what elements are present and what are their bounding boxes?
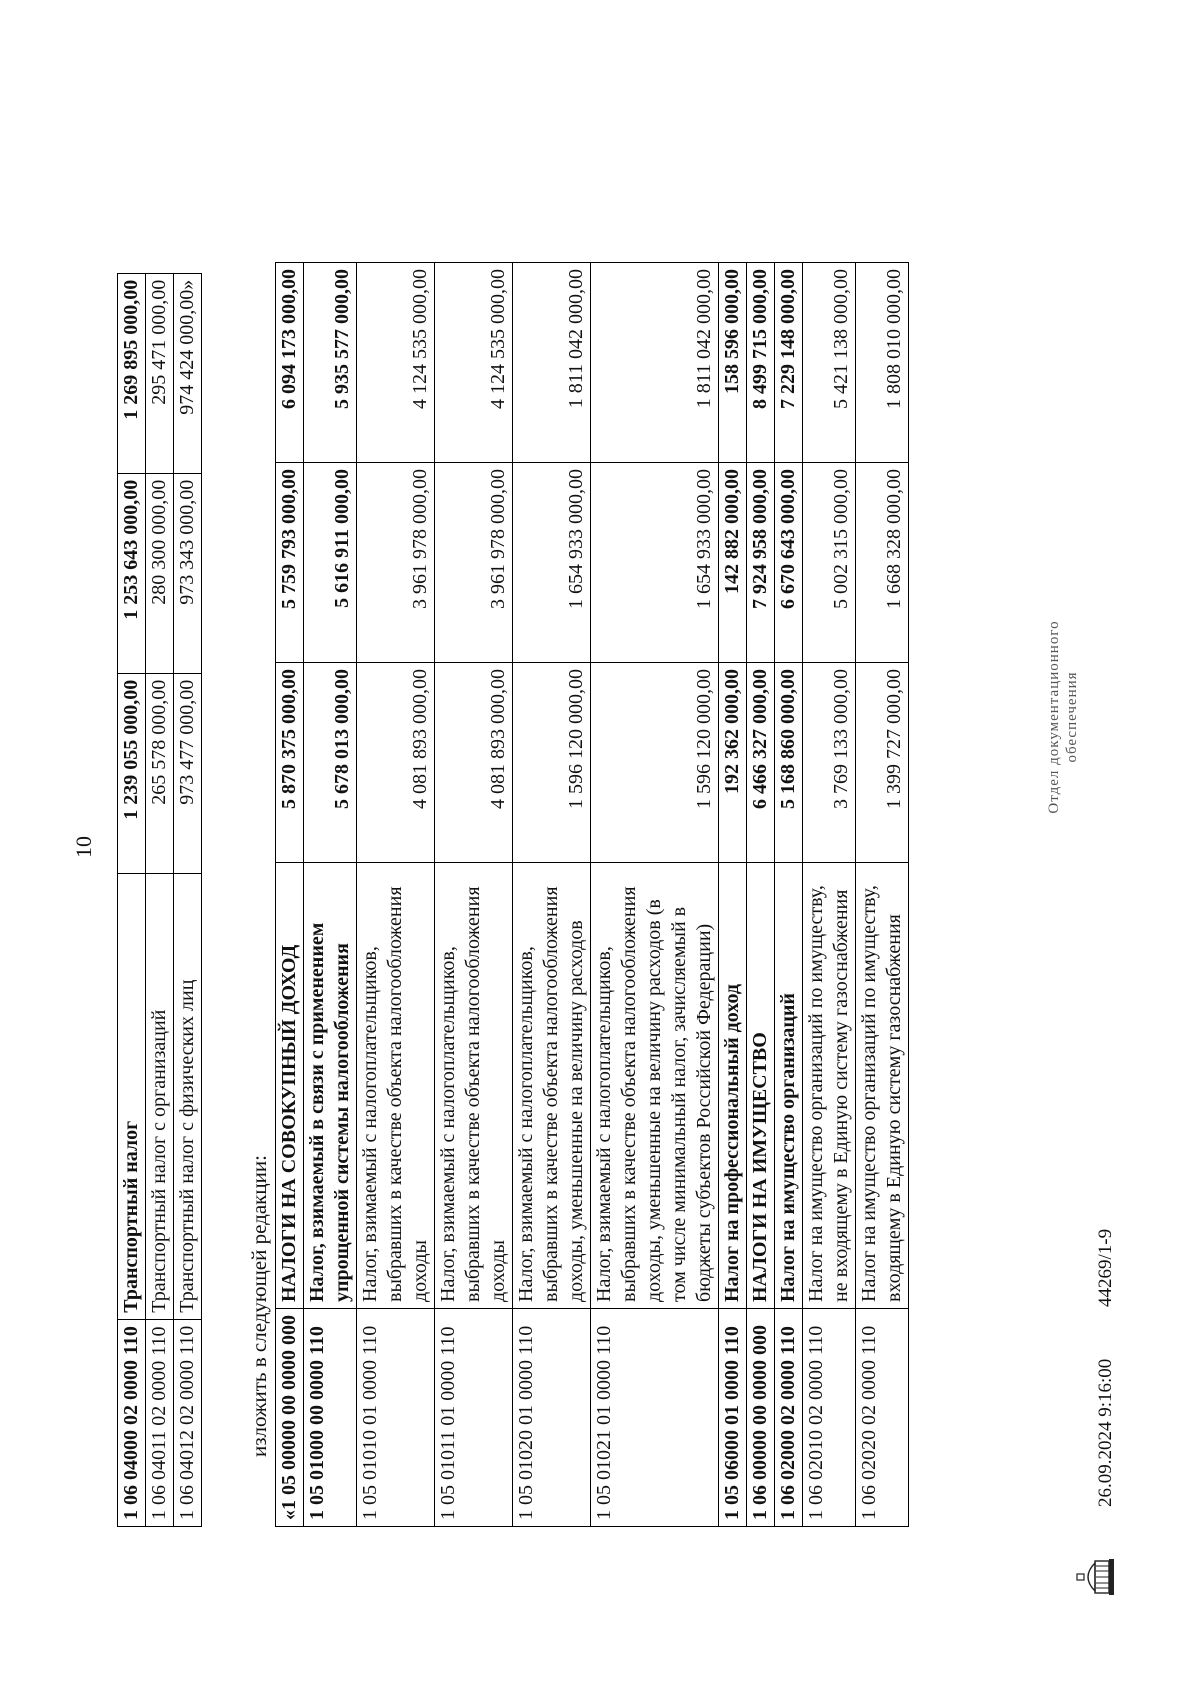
value-2026-cell: 6 094 173 000,00 (276, 263, 304, 463)
value-2024-cell: 192 362 000,00 (719, 663, 747, 863)
value-2024-cell: 5 168 860 000,00 (775, 663, 803, 863)
value-2025-cell: 1 668 328 000,00 (856, 463, 909, 663)
name-cell: Налог, взимаемый с налогоплательщиков, выбравших в качестве объекта налогообложения доходы, уменьшенные на величину расходов (513, 863, 591, 1309)
value-2026-cell: 7 229 148 000,00 (775, 263, 803, 463)
name-cell: Транспортный налог с физических лиц (174, 873, 202, 1319)
name-cell: Налог на имущество организаций по имуществу, не входящему в Единую систему газоснабжения (803, 863, 856, 1309)
table-row (435, 263, 513, 1527)
value-2026-cell: 5 935 577 000,00 (304, 263, 357, 463)
code-cell: 1 06 02010 02 0000 110 (803, 1309, 856, 1527)
code-cell: 1 06 02020 02 0000 110 (856, 1309, 909, 1527)
table-row (118, 273, 146, 1526)
value-2024-cell: 1 239 055 000,00 (118, 673, 146, 873)
table-row (803, 263, 856, 1527)
stamp-line-2: обеспечения (1064, 671, 1080, 763)
code-cell: 1 06 00000 00 0000 000 (747, 1309, 775, 1527)
name-cell: Транспортный налог (118, 873, 146, 1319)
table-row (276, 263, 304, 1527)
name-cell: Налог, взимаемый с налогоплательщиков, выбравших в качестве объекта налогообложения доходы (357, 863, 435, 1309)
table-row (719, 263, 747, 1527)
rotated-page (65, 57, 1135, 1637)
value-2024-cell: 1 399 727 000,00 (856, 663, 909, 863)
value-2025-cell: 6 670 643 000,00 (775, 463, 803, 663)
value-2025-cell: 3 961 978 000,00 (435, 463, 513, 663)
code-cell: 1 05 01021 01 0000 110 (591, 1309, 719, 1527)
value-2024-cell: 3 769 133 000,00 (803, 663, 856, 863)
revenue-table-top (117, 273, 202, 1527)
code-cell: 1 06 04011 02 0000 110 (146, 1319, 174, 1526)
table-row (747, 263, 775, 1527)
name-cell: Налог, взимаемый в связи с применением упрощенной системы налогообложения (304, 863, 357, 1309)
name-cell: Налог, взимаемый с налогоплательщиков, выбравших в качестве объекта налогообложения доходы, уменьшенные на величину расходов (в том числе минимальный налог, зачисляемый в бюджеты субъектов Российской Федерации) (591, 863, 719, 1309)
table-row (591, 263, 719, 1527)
footer-date: 26.09.2024 9:16:00 (1095, 1358, 1116, 1507)
value-2024-cell: 1 596 120 000,00 (591, 663, 719, 863)
value-2026-cell: 1 269 895 000,00 (118, 273, 146, 473)
value-2026-cell: 4 124 535 000,00 (435, 263, 513, 463)
value-2026-cell: 1 811 042 000,00 (513, 263, 591, 463)
table-row (513, 263, 591, 1527)
code-cell: «1 05 00000 00 0000 000 (276, 1309, 304, 1527)
page-number: 10 (71, 836, 96, 858)
duma-emblem-icon (1075, 1557, 1119, 1597)
name-cell: Налог, взимаемый с налогоплательщиков, выбравших в качестве объекта налогообложения доходы (435, 863, 513, 1309)
value-2025-cell: 5 616 911 000,00 (304, 463, 357, 663)
value-2025-cell: 973 343 000,00 (174, 473, 202, 673)
table-row (775, 263, 803, 1527)
value-2024-cell: 5 870 375 000,00 (276, 663, 304, 863)
table-row (357, 263, 435, 1527)
value-2025-cell: 280 300 000,00 (146, 473, 174, 673)
stamp-line-1: Отдел документационного (1046, 620, 1062, 814)
value-2026-cell: 974 424 000,00» (174, 273, 202, 473)
table-row (304, 263, 357, 1527)
code-cell: 1 06 02000 02 0000 110 (775, 1309, 803, 1527)
code-cell: 1 06 04012 02 0000 110 (174, 1319, 202, 1526)
value-2025-cell: 7 924 958 000,00 (747, 463, 775, 663)
value-2024-cell: 1 596 120 000,00 (513, 663, 591, 863)
table-row (856, 263, 909, 1527)
name-cell: Налог на профессиональный доход (719, 863, 747, 1309)
value-2026-cell: 4 124 535 000,00 (357, 263, 435, 463)
table-row (146, 273, 174, 1526)
value-2025-cell: 5 759 793 000,00 (276, 463, 304, 663)
intro-text: изложить в следующей редакции: (247, 1155, 271, 1457)
value-2025-cell: 1 253 643 000,00 (118, 473, 146, 673)
name-cell: Транспортный налог с организаций (146, 873, 174, 1319)
value-2026-cell: 295 471 000,00 (146, 273, 174, 473)
code-cell: 1 05 01010 01 0000 110 (357, 1309, 435, 1527)
code-cell: 1 05 06000 01 0000 110 (719, 1309, 747, 1527)
value-2024-cell: 5 678 013 000,00 (304, 663, 357, 863)
name-cell: НАЛОГИ НА ИМУЩЕСТВО (747, 863, 775, 1309)
value-2026-cell: 8 499 715 000,00 (747, 263, 775, 463)
footer-doc-number: 44269/1-9 (1095, 1228, 1116, 1307)
value-2026-cell: 1 811 042 000,00 (591, 263, 719, 463)
code-cell: 1 05 01000 00 0000 110 (304, 1309, 357, 1527)
code-cell: 1 05 01020 01 0000 110 (513, 1309, 591, 1527)
name-cell: Налог на имущество организаций (775, 863, 803, 1309)
value-2025-cell: 5 002 315 000,00 (803, 463, 856, 663)
name-cell: Налог на имущество организаций по имуществу, входящему в Единую систему газоснабжения (856, 863, 909, 1309)
value-2024-cell: 973 477 000,00 (174, 673, 202, 873)
name-cell: НАЛОГИ НА СОВОКУПНЫЙ ДОХОД (276, 863, 304, 1309)
revenue-table-main (275, 262, 909, 1527)
code-cell: 1 05 01011 01 0000 110 (435, 1309, 513, 1527)
value-2024-cell: 4 081 893 000,00 (357, 663, 435, 863)
value-2025-cell: 142 882 000,00 (719, 463, 747, 663)
value-2024-cell: 4 081 893 000,00 (435, 663, 513, 863)
value-2024-cell: 265 578 000,00 (146, 673, 174, 873)
code-cell: 1 06 04000 02 0000 110 (118, 1319, 146, 1526)
value-2024-cell: 6 466 327 000,00 (747, 663, 775, 863)
value-2025-cell: 1 654 933 000,00 (591, 463, 719, 663)
value-2026-cell: 1 808 010 000,00 (856, 263, 909, 463)
department-stamp (1045, 607, 1081, 827)
value-2025-cell: 1 654 933 000,00 (513, 463, 591, 663)
table-row (174, 273, 202, 1526)
value-2025-cell: 3 961 978 000,00 (357, 463, 435, 663)
value-2026-cell: 5 421 138 000,00 (803, 263, 856, 463)
value-2026-cell: 158 596 000,00 (719, 263, 747, 463)
